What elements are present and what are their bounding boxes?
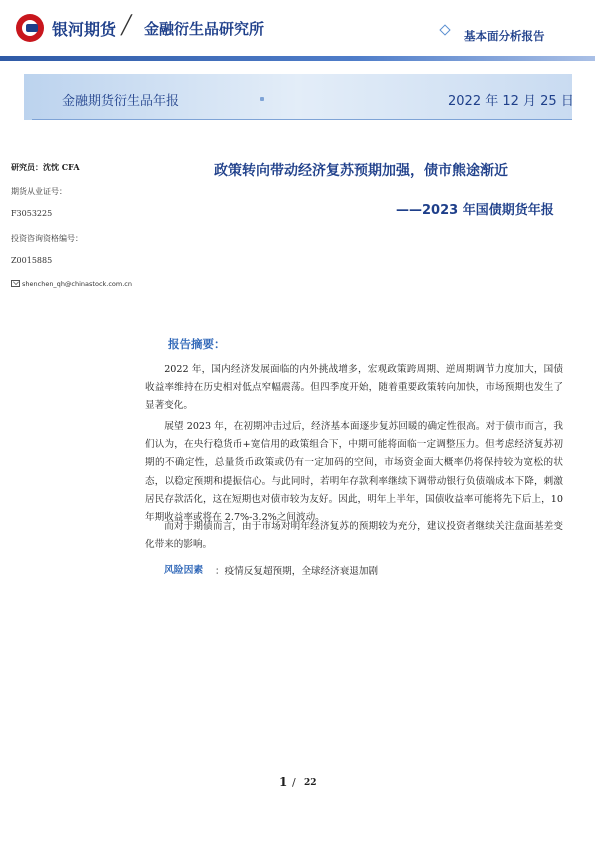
consult-number: Z0015885 — [11, 256, 53, 265]
mail-icon — [11, 280, 20, 287]
header-separator: ╱ — [121, 15, 132, 36]
analyst-name: 研究员：沈忱 CFA — [11, 162, 80, 172]
summary-heading: 报告摘要： — [168, 337, 226, 351]
license-number: F3053225 — [11, 209, 53, 218]
page-number: 1 — [279, 775, 288, 789]
page-separator: / — [292, 776, 296, 789]
department-name: 金融衍生品研究所 — [144, 20, 265, 38]
diamond-icon — [439, 24, 450, 35]
license-label: 期货从业证号： — [11, 187, 67, 196]
banner-title: 金融期货衍生品年报 — [62, 94, 180, 109]
analyst-email[interactable]: shenchen_qh@chinastock.com.cn — [22, 280, 132, 288]
summary-paragraph-1: 2022 年，国内经济发展面临的内外挑战增多，宏观政策跨周期、逆周期调节力度加大，国债收益率维持在历史相对低点窄幅震荡。但四季度开始，随着重要政策转向加快，市场预期也发生了显著变化。 — [145, 364, 563, 412]
galaxy-futures-logo-icon — [16, 14, 44, 42]
report-date: 2022 年 12 月 25 日 — [448, 94, 574, 109]
report-subtitle: ——2023 年国债期货年报 — [396, 203, 554, 218]
risk-text: ：疫情反复超预期，全球经济衰退加剧 — [215, 566, 379, 577]
consult-label: 投资咨询资格编号： — [11, 234, 83, 243]
brand-name: 银河期货 — [52, 20, 117, 39]
report-title: 政策转向带动经济复苏预期加强，债市熊途渐近 — [214, 163, 508, 179]
banner-underline — [32, 119, 572, 120]
summary-paragraph-3: 而对于期债而言，由于市场对明年经济复苏的预期较为充分，建议投资者继续关注盘面基差变化带来的影响。 — [145, 521, 563, 551]
page-total: 22 — [304, 778, 317, 788]
header-divider — [0, 56, 595, 61]
banner-decoration — [260, 97, 264, 101]
risk-label: 风险因素 — [164, 565, 204, 576]
summary-paragraph-2: 展望 2023 年，在初期冲击过后，经济基本面逐步复苏回暖的确定性很高。对于债市而言，我们认为，在央行稳货币+宽信用的政策组合下，中期可能将面临一定调整压力。但考虑经济复苏初期的不确定性，总量货币政策或仍有一定加码的空间，市场资金面大概率仍将保持较为宽松的状态，以稳定预期和提振信心。与此同时，若明年存款利率继续下调带动银行负债端成本下降，刺激居民存款活化，这在短期也对债市较为友好。因此，明年上半年，国债收益率可能将先下后上，10 年期收益率或将在 2.7%-3.2%之间波动。 — [145, 421, 563, 524]
report-type: 基本面分析报告 — [464, 29, 545, 43]
